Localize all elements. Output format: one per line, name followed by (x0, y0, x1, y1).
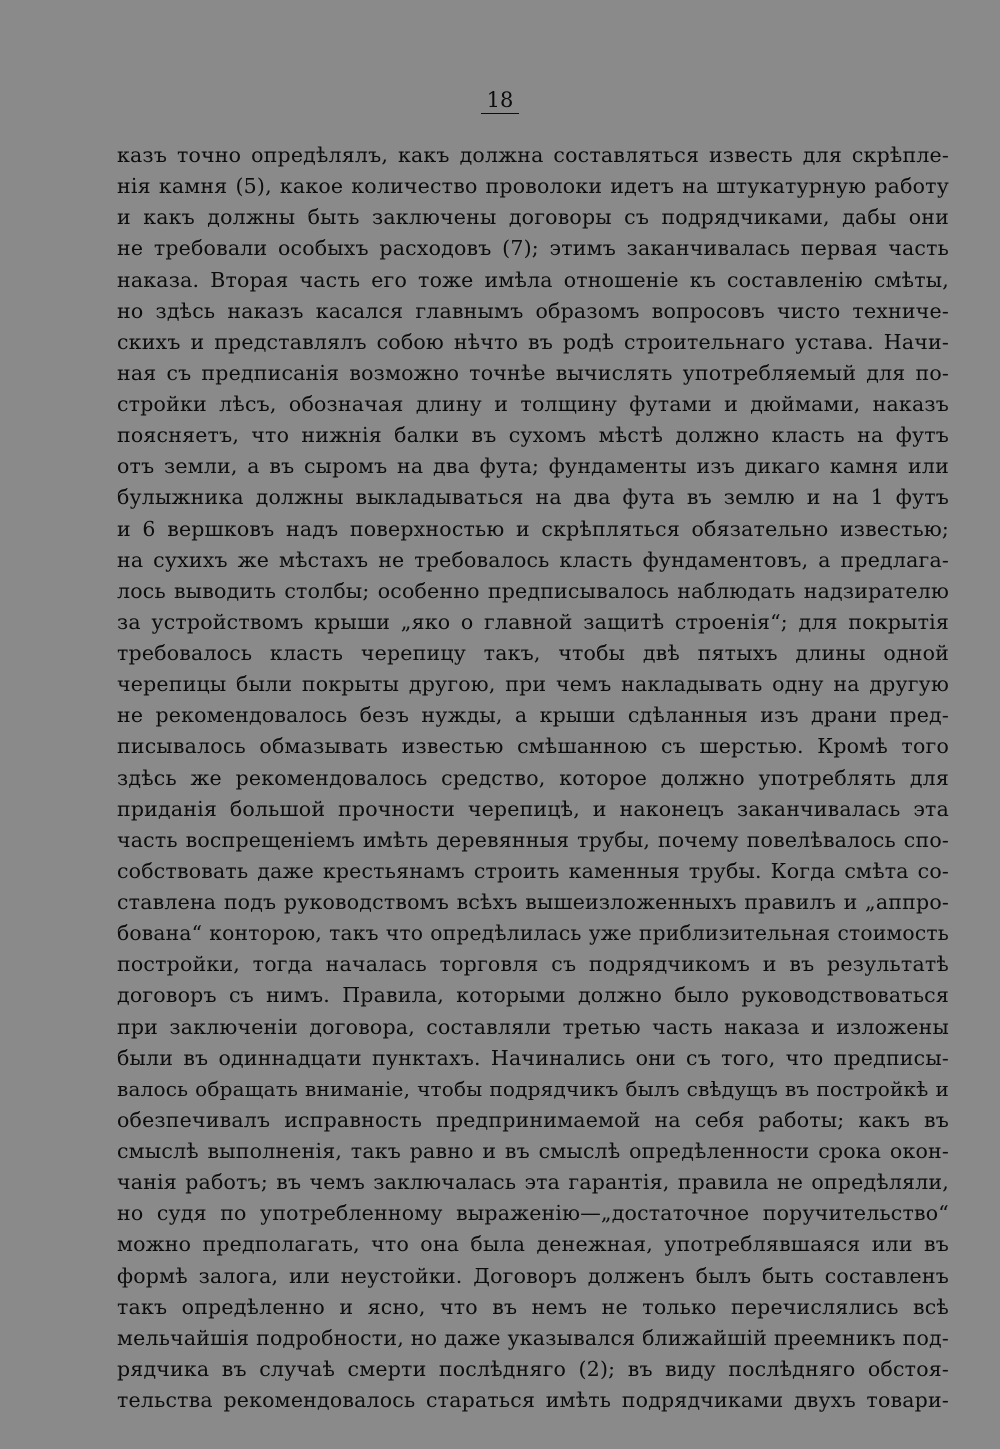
text-line: ная съ предписанія возможно точнѣе вычислять употребляемый для по- (117, 360, 949, 385)
text-line: бована“ конторою, такъ что опредѣлилась уже приблизительная стоимость (117, 921, 949, 946)
text-line: наказа. Вторая часть его тоже имѣла отношеніе къ составленію смѣты, (117, 267, 949, 292)
text-line: при заключеніи договора, составляли третью часть наказа и изложены (117, 1014, 949, 1039)
text-line: приданія большой прочности черепицѣ, и наконецъ заканчивалась эта (117, 796, 949, 821)
text-line: за устройствомъ крыши „яко о главной защитѣ строенія“; для покрытія (117, 609, 949, 634)
text-line: постройки, тогда началась торговля съ подрядчикомъ и въ результатѣ (117, 952, 949, 977)
text-line: но здѣсь наказъ касался главнымъ образомъ вопросовъ чисто техниче- (117, 298, 949, 323)
text-line: но судя по употребленному выраженію—„достаточное поручительство“ (117, 1201, 949, 1226)
text-line: рядчика въ случаѣ смерти послѣдняго (2); въ виду послѣдняго обстоя- (117, 1356, 949, 1381)
text-line: валось обращать вниманіе, чтобы подрядчикъ былъ свѣдущъ въ постройкѣ и (117, 1076, 949, 1101)
text-line: стройки лѣсъ, обозначая длину и толщину футами и дюймами, наказъ (117, 392, 949, 416)
text-line: на сухихъ же мѣстахъ не требовалось класть фундаментовъ, а предлага- (117, 547, 949, 572)
text-line: булыжника должны выкладываться на два фута въ землю и на 1 футъ (117, 485, 949, 510)
text-line: писывалось обмазывать известью смѣшанною съ шерстью. Кромѣ того (117, 734, 949, 759)
text-line: тельства рекомендовалось стараться имѣть подрядчиками двухъ товари- (117, 1388, 949, 1412)
text-line: часть воспрещеніемъ имѣть деревянныя трубы, почему повелѣвалось спо- (117, 827, 949, 852)
text-line: и 6 вершковъ надъ поверхностью и скрѣпляться обязательно известью; (117, 516, 949, 541)
text-line: формѣ залога, или неустойки. Договоръ долженъ былъ быть составленъ (117, 1263, 949, 1288)
text-line: нія камня (5), какое количество проволоки идетъ на штукатурную работу (117, 174, 949, 199)
text-line: поясняетъ, что нижнія балки въ сухомъ мѣстѣ должно класть на футъ (117, 423, 949, 448)
text-line: собствовать даже крестьянамъ строить каменныя трубы. Когда смѣта со- (117, 858, 949, 883)
text-line: казъ точно опредѣлялъ, какъ должна составляться известь для скрѣпле- (117, 143, 949, 167)
body-text (117, 140, 949, 1416)
text-line: лось выводить столбы; особенно предписывалось наблюдать надзирателю (117, 578, 949, 603)
text-line: ставлена подъ руководствомъ всѣхъ вышеизложенныхъ правилъ и „аппро- (117, 890, 949, 914)
text-line: смыслѣ выполненія, такъ равно и въ смыслѣ опредѣленности срока окон- (117, 1139, 949, 1163)
text-line: мельчайшія подробности, но даже указывался ближайшій преемникъ под- (117, 1325, 949, 1350)
text-line: отъ земли, а въ сыромъ на два фута; фундаменты изъ дикаго камня или (117, 454, 949, 479)
text-line: не рекомендовалось безъ нужды, а крыши сдѣланныя изъ драни пред- (117, 703, 949, 728)
text-line: требовалось класть черепицу такъ, чтобы двѣ пятыхъ длины одной (117, 641, 949, 665)
text-line: обезпечивалъ исправность предпринимаемой на себя работы; какъ въ (117, 1107, 949, 1132)
page-number (0, 88, 1000, 112)
text-line: чанія работъ; въ чемъ заключалась эта гарантія, правила не опредѣляли, (117, 1170, 949, 1195)
page-number-text: 18 (481, 88, 520, 114)
text-line: здѣсь же рекомендовалось средство, которое должно употреблять для (117, 765, 949, 790)
text-line: скихъ и представлялъ собою нѣчто въ родѣ строительнаго устава. Начи- (117, 329, 949, 354)
text-line: такъ опредѣленно и ясно, что въ немъ не только перечислялись всѣ (117, 1294, 949, 1319)
text-line: можно предполагать, что она была денежная, употреблявшаяся или въ (117, 1232, 949, 1257)
text-line: черепицы были покрыты другою, при чемъ накладывать одну на другую (117, 672, 949, 697)
text-line: договоръ съ нимъ. Правила, которыми должно было руководствоваться (117, 983, 949, 1008)
text-line: были въ одиннадцати пунктахъ. Начинались они съ того, что предписы- (117, 1045, 949, 1070)
text-line: и какъ должны быть заключены договоры съ подрядчиками, дабы они (117, 205, 949, 230)
text-line: не требовали особыхъ расходовъ (7); этимъ заканчивалась первая часть (117, 236, 949, 261)
